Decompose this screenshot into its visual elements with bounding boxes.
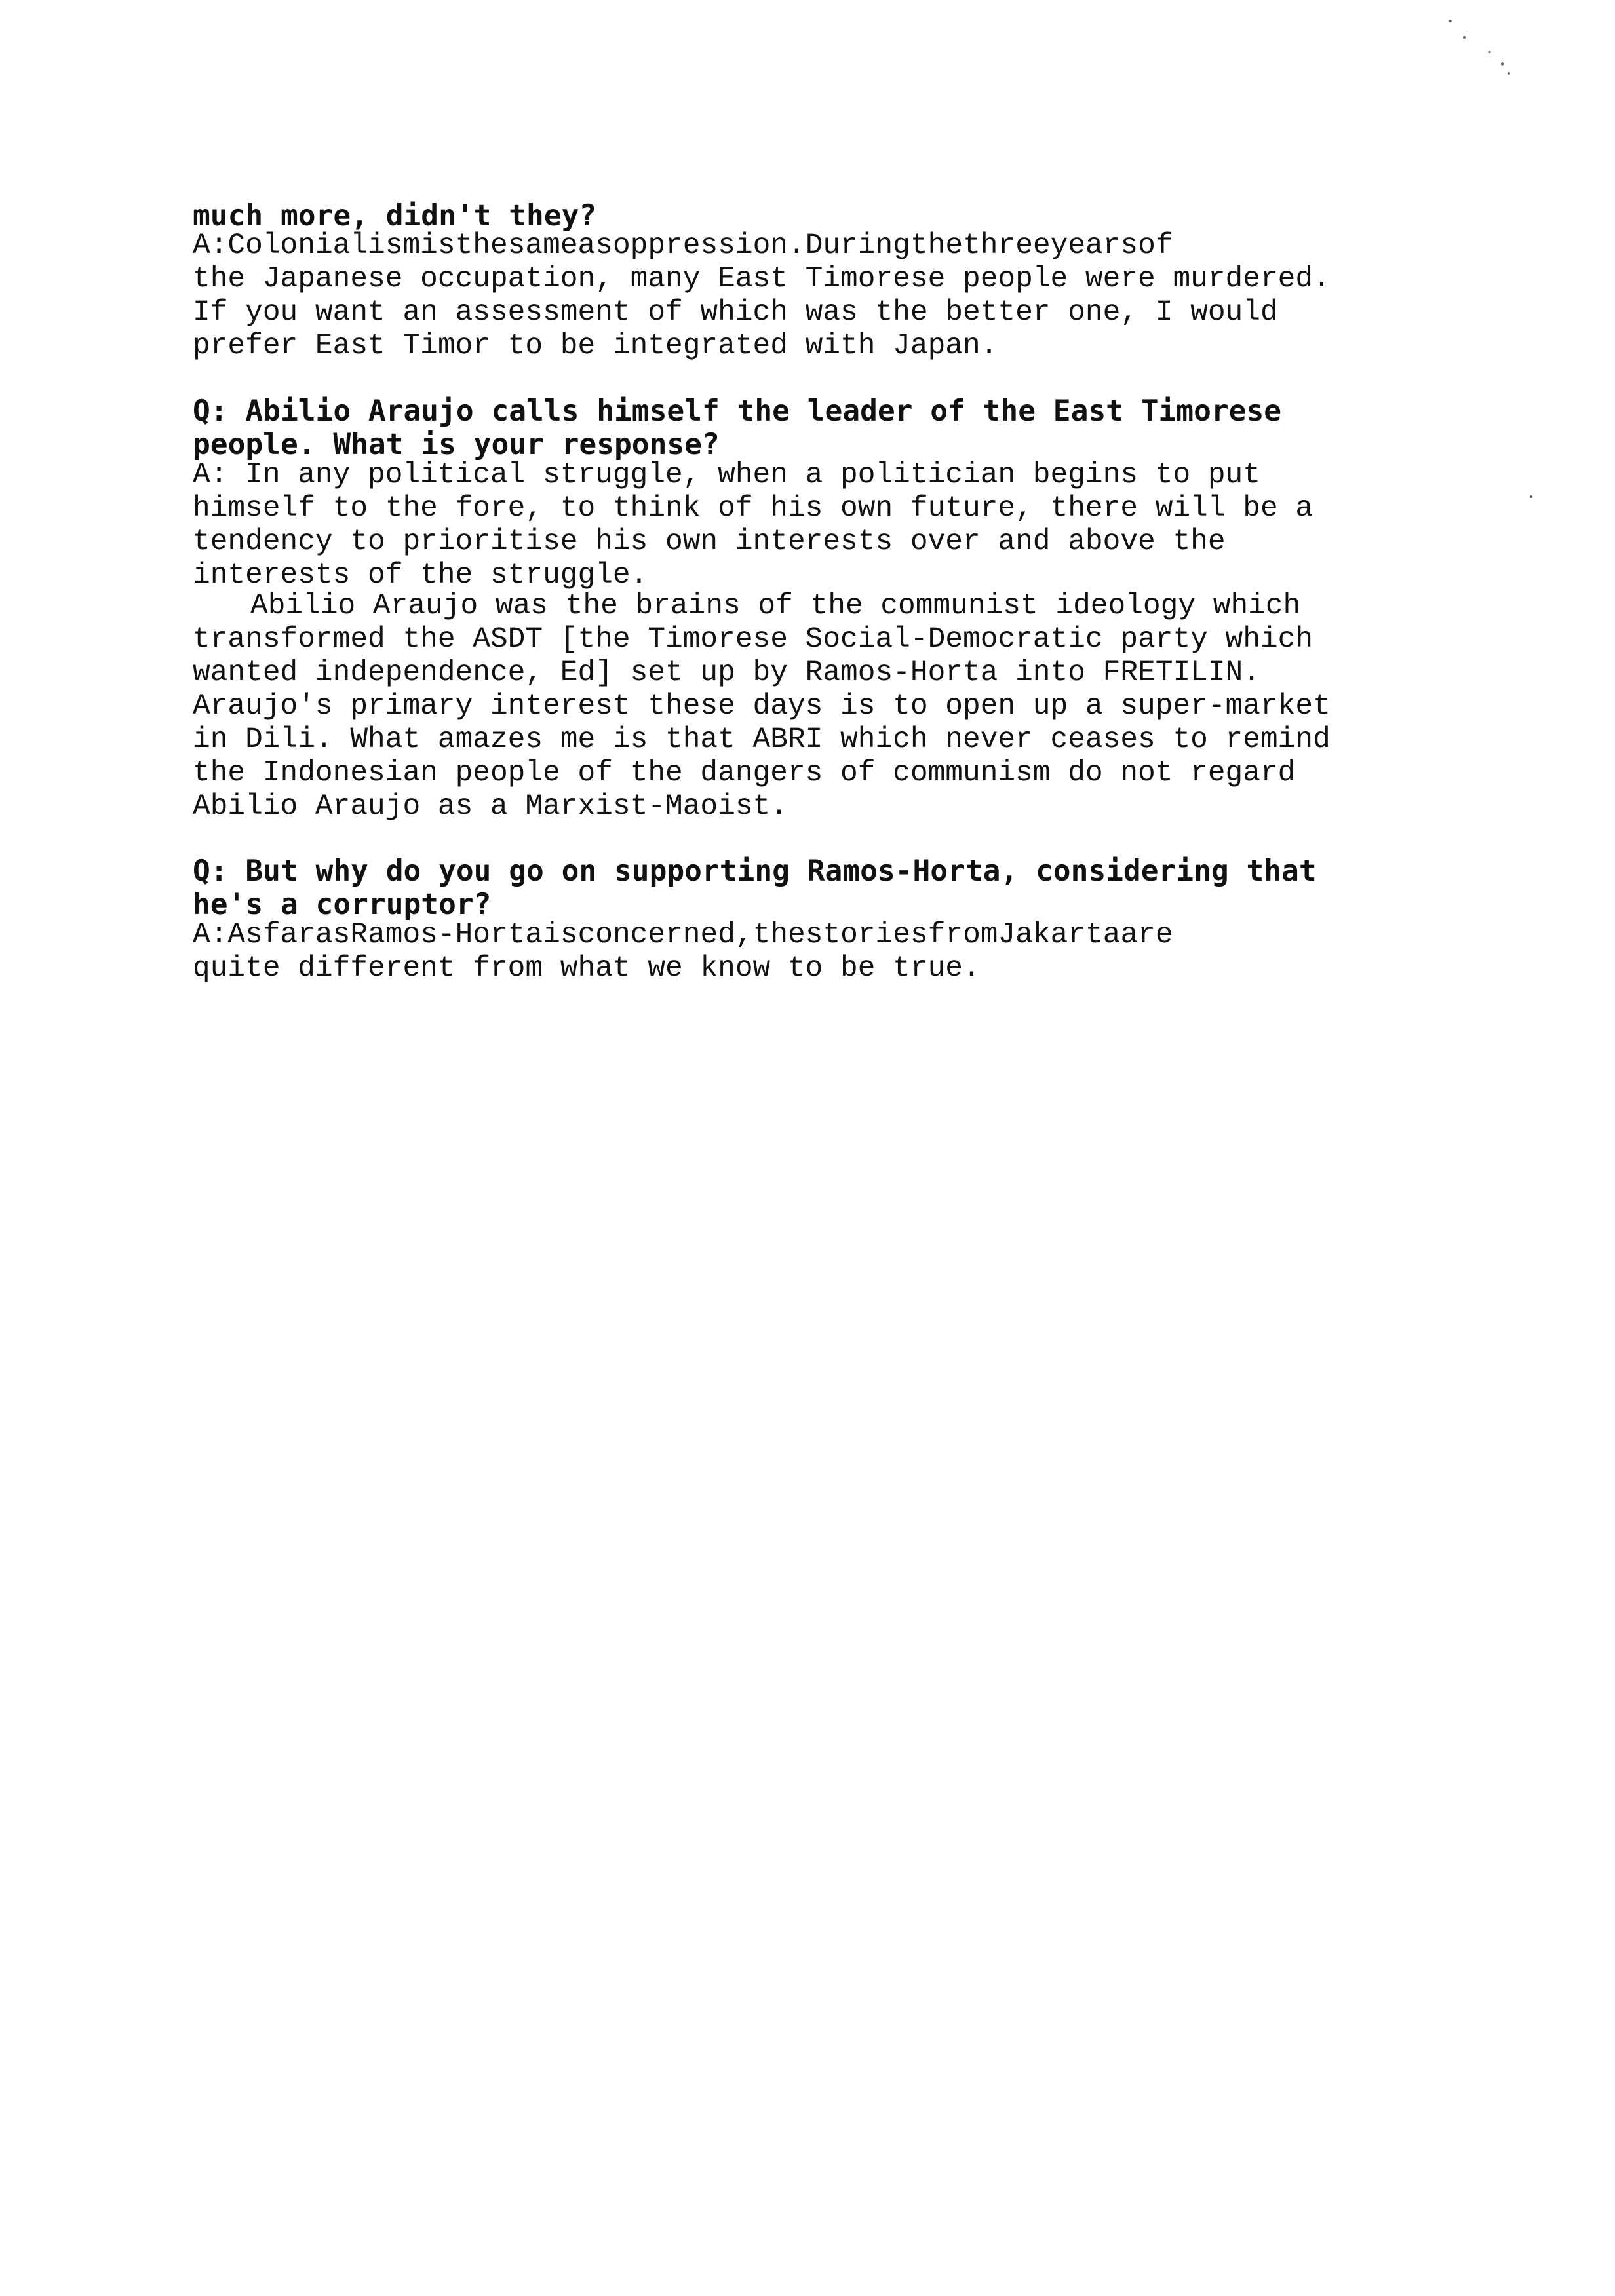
answer-line: the Indonesian people of the dangers of communism do not regard	[193, 757, 1296, 790]
answer-block	[193, 459, 1484, 592]
question-block	[193, 199, 1484, 233]
answer-block	[193, 229, 1484, 363]
question-line: he's a corruptor?	[193, 888, 492, 921]
question-block	[193, 854, 1484, 921]
scan-speck	[1463, 36, 1466, 39]
question-line: people. What is your response?	[193, 428, 720, 461]
question-line: much more, didn't they?	[193, 199, 597, 233]
scan-speck	[1530, 495, 1532, 498]
question-line: Q: Abilio Araujo calls himself the leader of the East Timorese	[193, 394, 1282, 428]
answer-block	[193, 919, 1484, 985]
scan-speck	[1488, 51, 1491, 53]
answer-line: A:AsfarasRamos-Hortaisconcerned,thestoriesfromJakartaare	[193, 919, 1173, 951]
question-line: Q: But why do you go on supporting Ramos-Horta, considering that	[193, 854, 1317, 888]
answer-line: in Dili. What amazes me is that ABRI which never ceases to remind	[193, 723, 1331, 756]
answer-line: himself to the fore, to think of his own future, there will be a	[193, 492, 1313, 525]
answer-line: transformed the ASDT [the Timorese Social-Democratic party which	[193, 623, 1313, 656]
question-block	[193, 394, 1484, 461]
answer-line: interests of the struggle.	[193, 559, 648, 592]
answer-line: Abilio Araujo as a Marxist-Maoist.	[193, 790, 788, 823]
scan-speck	[1501, 62, 1504, 66]
answer-line: A:Colonialismisthesameasoppression.Duringthethreeyearsof	[193, 229, 1173, 262]
answer-line: wanted independence, Ed] set up by Ramos-Horta into FRETILIN.	[193, 657, 1260, 689]
answer-line: prefer East Timor to be integrated with Japan.	[193, 330, 998, 362]
answer-line: Abilio Araujo was the brains of the communist ideology which	[250, 590, 1301, 622]
answer-line: quite different from what we know to be true.	[193, 952, 981, 985]
answer-line: If you want an assessment of which was the better one, I would	[193, 296, 1278, 329]
scan-speck	[1508, 72, 1510, 75]
answer-paragraph	[193, 590, 1484, 824]
scan-speck	[1449, 20, 1452, 22]
answer-line: A: In any political struggle, when a politician begins to put	[193, 459, 1260, 491]
answer-line: Araujo's primary interest these days is to open up a super-market	[193, 690, 1331, 723]
answer-line: the Japanese occupation, many East Timorese people were murdered.	[193, 263, 1331, 296]
answer-line: tendency to prioritise his own interests over and above the	[193, 526, 1226, 558]
